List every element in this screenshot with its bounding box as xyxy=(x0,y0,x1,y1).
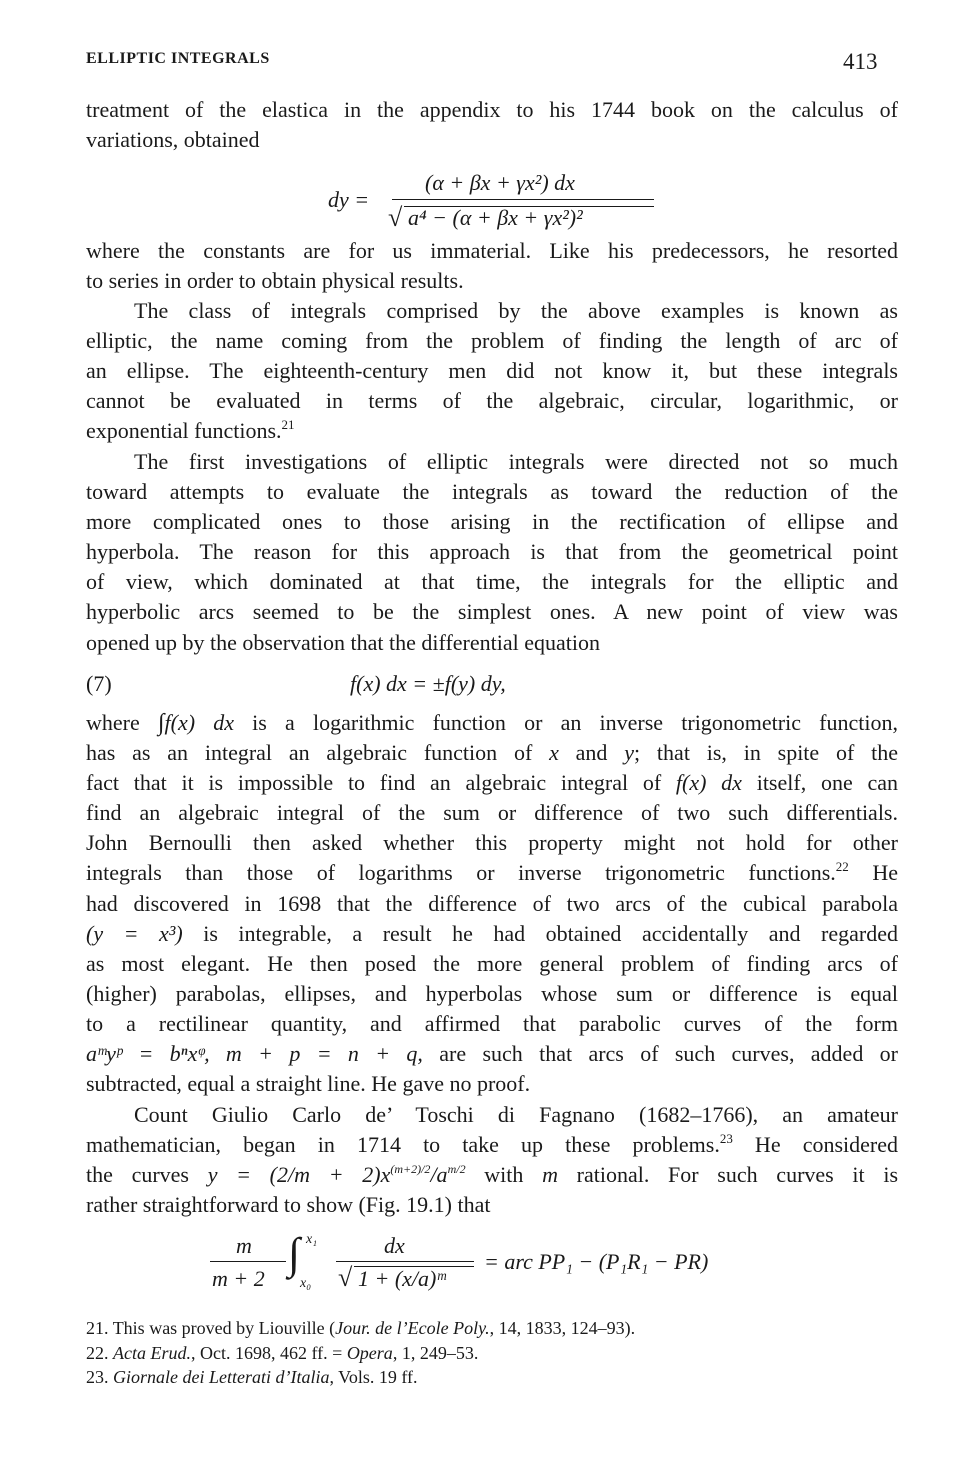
paragraph-investigations xyxy=(86,447,898,658)
math-span: /a xyxy=(430,1162,448,1188)
text-span: ; that is, in spite of the xyxy=(634,740,899,766)
text-span: , Oct. 1698, 462 ff. = xyxy=(191,1342,347,1363)
text-line: where the constants are for us immaterial. Like his predecessors, he resorted xyxy=(86,238,898,263)
math-span: x xyxy=(549,740,559,766)
text-line xyxy=(86,1039,898,1069)
citation-title: Giornale dei Letterati d’Italia xyxy=(113,1367,330,1387)
text-line: an ellipse. The eighteenth-century men did not know it, but these integrals xyxy=(86,358,898,384)
equation-lhs: dy = xyxy=(328,187,370,212)
text-span: the curves xyxy=(86,1162,208,1188)
text-span: with xyxy=(465,1162,543,1188)
coefficient-numerator: m xyxy=(236,1233,252,1258)
fraction-bar xyxy=(210,1261,286,1262)
math-span: y = (2/m + 2)x xyxy=(207,1162,391,1188)
radical-sign: √ xyxy=(388,203,403,232)
text-span: is a logarithmic function or an inverse trigonometric function, xyxy=(234,710,898,735)
text-span: fact that it is impossible to find an algebraic integral of xyxy=(86,770,676,796)
text-span: are such that arcs of such curves, added or xyxy=(422,1041,898,1067)
text-span: , 14, 1833, 124–93). xyxy=(489,1318,636,1338)
equation-body: f(x) dx = ±f(y) dy, xyxy=(350,671,506,696)
text-span: itself, one can xyxy=(741,770,898,796)
footnote-ref: 21 xyxy=(281,417,295,433)
text-line: hyperbolic arcs seemed to be the simplest ones. A new point of view was xyxy=(86,599,898,625)
text-line: The first investigations of elliptic integrals were directed not so much xyxy=(134,449,898,474)
text-span: rational. For such curves it is xyxy=(557,1162,899,1188)
text-span: , 1, 249–53. xyxy=(392,1342,479,1363)
text-span: where xyxy=(86,710,158,735)
integrand-numerator: dx xyxy=(384,1233,405,1258)
footnote-21 xyxy=(86,1316,898,1341)
text-line xyxy=(86,919,898,949)
text-span: He considered xyxy=(732,1132,898,1158)
text-span: and xyxy=(558,740,625,766)
text-span: exponential functions. xyxy=(86,418,282,444)
citation-title: Opera xyxy=(346,1342,393,1363)
text-line: as most elegant. He then posed the more general problem of finding arcs of xyxy=(86,950,898,976)
paragraph-fagnano xyxy=(86,1100,898,1220)
upper-limit: x₁ xyxy=(306,1232,318,1247)
math-span: (y = x³) xyxy=(86,920,183,946)
radical-sign: √ xyxy=(338,1263,353,1292)
exponent: (m+2)/2 xyxy=(390,1162,431,1177)
footnote-22 xyxy=(86,1341,898,1366)
footnote-ref: 22 xyxy=(835,859,849,875)
text-line: rather straightforward to show (Fig. 19.1) that xyxy=(86,1192,491,1218)
paragraph-bernoulli xyxy=(86,708,898,1099)
text-line: hyperbola. The reason for this approach is that from the geometrical point xyxy=(86,539,898,565)
fraction-bar xyxy=(392,199,654,200)
text-line: to a rectilinear quantity, and affirmed that parabolic curves of the form xyxy=(86,1010,898,1036)
text-span: He xyxy=(848,860,898,886)
citation-title: Jour. de l’Ecole Poly. xyxy=(335,1318,490,1338)
footnote-number: 22. xyxy=(86,1342,109,1363)
text-line xyxy=(86,416,898,446)
footnote-23 xyxy=(86,1365,898,1390)
text-line: The class of integrals comprised by the above examples is known as xyxy=(134,298,898,323)
text-line: more complicated ones to those arising in the rectification of ellipse and xyxy=(86,509,898,535)
fraction-bar xyxy=(336,1261,474,1262)
text-span: has as an integral an algebraic function of xyxy=(86,740,550,766)
text-span: , Vols. 19 ff. xyxy=(329,1367,418,1387)
text-line: Count Giulio Carlo de’ Toschi di Fagnano (1682–1766), an amateur xyxy=(134,1102,898,1127)
footnote-ref: 23 xyxy=(719,1131,733,1147)
text-line: variations, obtained xyxy=(86,127,260,153)
text-line xyxy=(86,1130,898,1160)
math-span: aᵐyᵖ = bⁿxᵠ, m + p = n + q, xyxy=(86,1041,423,1067)
coefficient-denominator: m + 2 xyxy=(212,1266,265,1291)
text-span: integrals than those of logarithms or inverse trigonometric functions. xyxy=(86,860,836,886)
exponent: m/2 xyxy=(447,1162,466,1177)
equation-rhs: = arc PP₁ − (P₁R₁ − PR) xyxy=(484,1249,709,1274)
paragraph-constants xyxy=(86,236,898,296)
text-line: had discovered in 1698 that the difference of two arcs of the cubical parabola xyxy=(86,890,898,916)
text-line xyxy=(86,1160,898,1190)
text-line: of view, which dominated at that time, the integrals for the elliptic and xyxy=(86,569,898,595)
integral-sign: ∫ xyxy=(157,710,165,736)
math-span: f(x) dx xyxy=(164,710,234,735)
text-line: opened up by the observation that the differential equation xyxy=(86,629,600,655)
text-line xyxy=(86,768,898,798)
page-number: 413 xyxy=(843,49,878,74)
text-line: John Bernoulli then asked whether this property might not hold for other xyxy=(86,830,898,856)
text-line: find an algebraic integral of the sum or difference of two such differentials. xyxy=(86,800,898,826)
text-line: toward attempts to evaluate the integrals as toward the reduction of the xyxy=(86,479,898,505)
footnote-number: 21. xyxy=(86,1318,109,1338)
equation-denominator: a⁴ − (α + βx + γx²)² xyxy=(408,205,583,230)
text-line xyxy=(86,738,898,768)
paragraph-intro xyxy=(86,95,898,155)
equation-numerator: (α + βx + γx²) dx xyxy=(425,170,575,195)
citation-title: Acta Erud. xyxy=(113,1342,191,1363)
text-line: (higher) parabolas, ellipses, and hyperbolas whose sum or difference is equal xyxy=(86,980,898,1006)
text-line: elliptic, the name coming from the problem of finding the length of arc of xyxy=(86,328,898,354)
math-span: m xyxy=(542,1162,558,1188)
math-span: y xyxy=(624,740,635,766)
text-line xyxy=(86,858,898,888)
running-header: ELLIPTIC INTEGRALS xyxy=(86,50,270,67)
footnote-number: 23. xyxy=(86,1367,109,1387)
footnotes xyxy=(86,1316,898,1390)
equation-number: (7) xyxy=(86,671,112,696)
lower-limit: x₀ xyxy=(300,1276,312,1291)
text-line: treatment of the elastica in the appendix to his 1744 book on the calculus of xyxy=(86,97,898,122)
text-span: This was proved by Liouville ( xyxy=(112,1318,336,1338)
text-span: is integrable, a result he had obtained accidentally and regarded xyxy=(182,920,898,946)
text-line: cannot be evaluated in terms of the algebraic, circular, logarithmic, or xyxy=(86,388,898,414)
text-line: to series in order to obtain physical results. xyxy=(86,268,464,294)
text-line xyxy=(86,708,898,738)
math-span: f(x) dx xyxy=(675,770,742,796)
integral-sign: ∫ xyxy=(288,1229,301,1278)
text-span: mathematician, began in 1714 to take up these problems. xyxy=(86,1132,720,1158)
text-line: subtracted, equal a straight line. He gave no proof. xyxy=(86,1071,531,1097)
paragraph-elliptic xyxy=(86,296,898,446)
integrand-denominator: 1 + (x/a)ᵐ xyxy=(358,1266,446,1291)
